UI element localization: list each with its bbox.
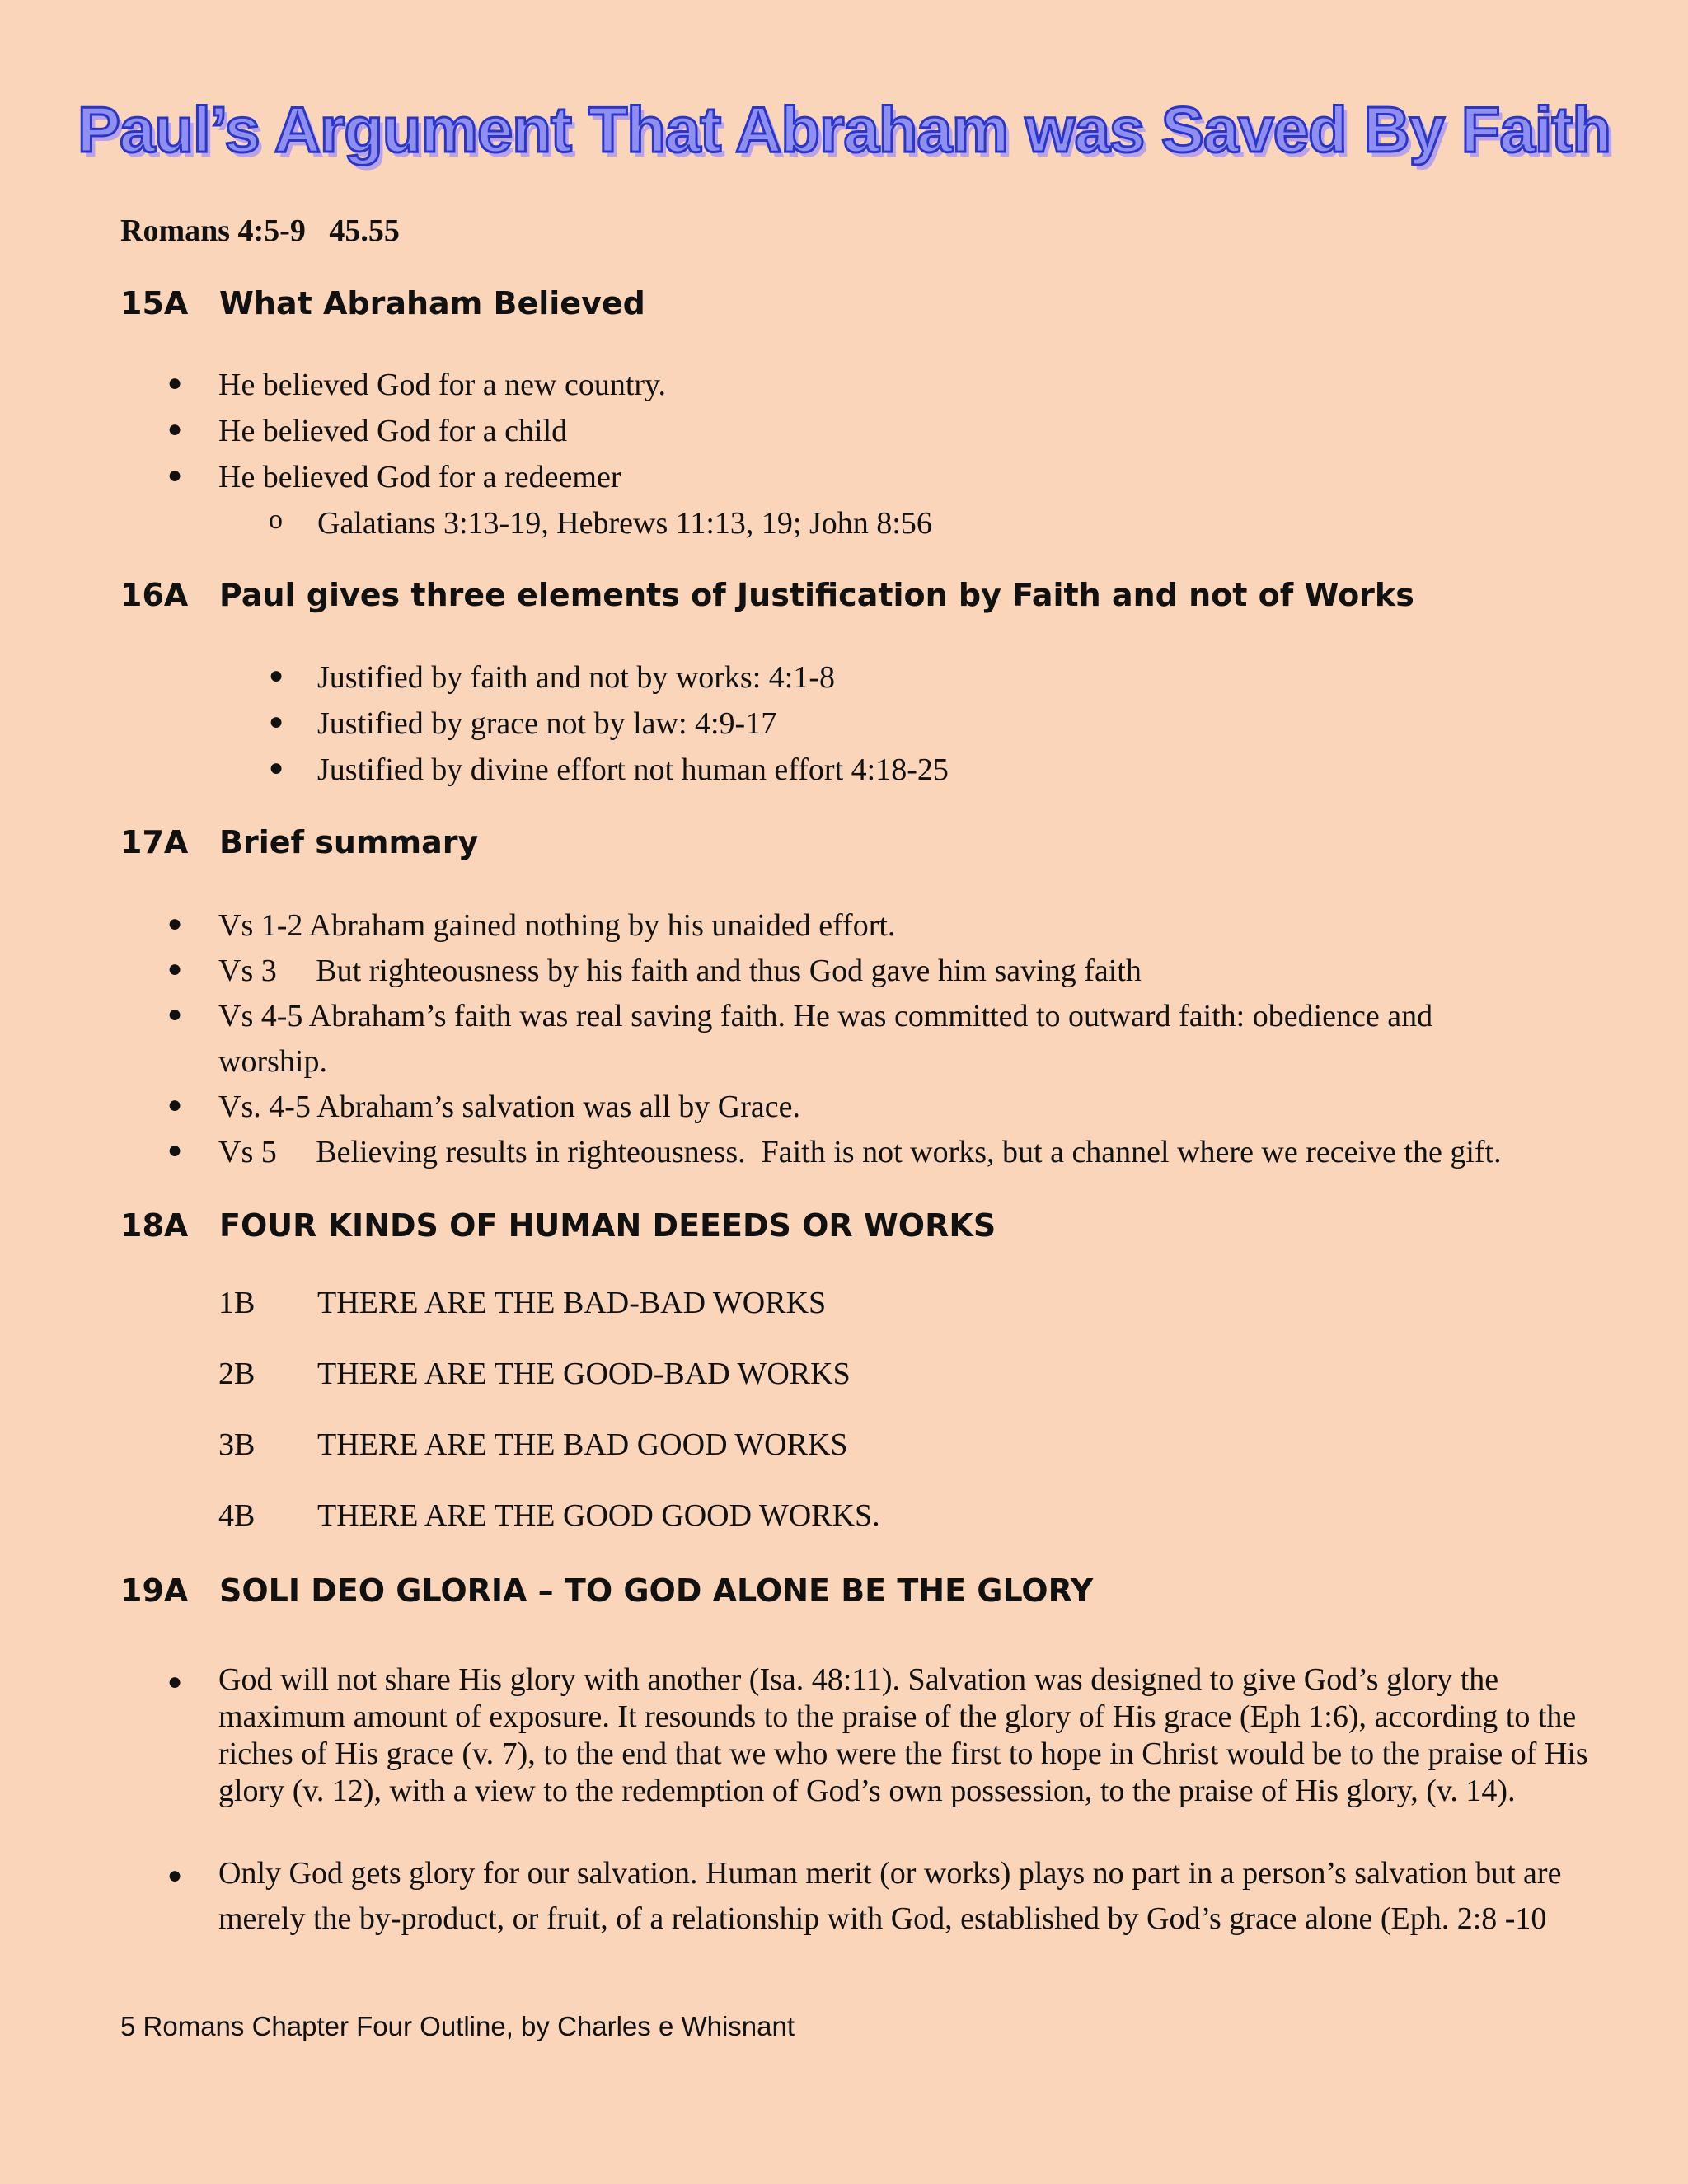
works-text: THERE ARE THE GOOD GOOD WORKS. (317, 1498, 880, 1533)
bullet-icon: ● (167, 1091, 183, 1118)
bullet-icon: ● (167, 1001, 183, 1028)
page-title: Paul’s Argument That Abraham was Saved By Faith (77, 93, 1611, 166)
bullet-icon: ● (269, 662, 284, 689)
sub-list-item: Galatians 3:13-19, Hebrews 11:13, 19; John 8:56 (317, 506, 932, 541)
list-item: He believed God for a new country. (218, 368, 667, 402)
bullet-icon: ● (167, 1137, 183, 1164)
bullet-icon: ● (167, 1668, 183, 1695)
section-heading-19a (120, 1572, 1093, 1609)
section-heading-15a (120, 285, 645, 321)
paragraph: God will not share His glory with another (Isa. 48:11). Salvation was designed to give God’s glory the maximum amount of exposure. It resounds to the praise of the glory of His grace (Eph 1:6), according to the riches of His grace (v. 7), to the end that we who were the first to hope in Christ would be to the praise of His glory (v. 12), with a view to the redemption of God’s own possession, to the praise of His glory, (v. 14). (218, 1662, 1588, 1808)
section-title: Paul gives three elements of Justification by Faith and not of Works (219, 577, 1414, 613)
list-item: Justified by faith and not by works: 4:1-8 (317, 660, 835, 695)
works-text: THERE ARE THE BAD GOOD WORKS (317, 1427, 848, 1462)
list-item: Vs 3 But righteousness by his faith and thus God gave him saving faith (218, 954, 1142, 988)
list-item: Justified by grace not by law: 4:9-17 (317, 706, 777, 741)
list-item-continuation: worship. (218, 1044, 327, 1079)
section-heading-17a (120, 824, 478, 860)
section-number: 16A (120, 577, 189, 613)
bullet-icon: ● (167, 462, 183, 489)
section-heading-18a (120, 1207, 996, 1244)
section-title: What Abraham Believed (219, 285, 645, 321)
section-number: 19A (120, 1572, 189, 1609)
section-title: SOLI DEO GLORIA – TO GOD ALONE BE THE GLORY (219, 1572, 1094, 1609)
list-item: Vs. 4-5 Abraham’s salvation was all by Grace. (218, 1090, 800, 1124)
works-code: 3B (218, 1427, 256, 1462)
bullet-icon: ● (269, 754, 284, 781)
paragraph: Only God gets glory for our salvation. Human merit (or works) plays no part in a person’s salvation but are merely the by-product, or fruit, of a relationship with God, established by God’s grace alone (Eph. 2:8 -10 (218, 1856, 1562, 1936)
section-heading-16a (120, 577, 1414, 613)
section-title: FOUR KINDS OF HUMAN DEEEDS OR WORKS (219, 1207, 996, 1244)
list-item: Vs 4-5 Abraham’s faith was real saving faith. He was committed to outward faith: obedience and (218, 999, 1433, 1033)
section-number: 18A (120, 1207, 189, 1244)
works-text: THERE ARE THE GOOD-BAD WORKS (317, 1357, 851, 1391)
bullet-icon: ● (167, 910, 183, 937)
bullet-icon: ● (167, 1862, 183, 1889)
works-text: THERE ARE THE BAD-BAD WORKS (317, 1286, 827, 1320)
list-item: Vs 5 Believing results in righteousness. Faith is not works, but a channel where we receive the gift. (218, 1135, 1502, 1169)
list-item: He believed God for a child (218, 414, 568, 448)
bullet-icon: ● (167, 415, 183, 443)
list-item: Vs 1-2 Abraham gained nothing by his unaided effort. (218, 908, 896, 943)
list-item: He believed God for a redeemer (218, 460, 621, 494)
bullet-icon: ● (269, 708, 284, 735)
scripture-reference: Romans 4:5-9 45.55 (120, 213, 400, 248)
section-number: 17A (120, 824, 189, 860)
list-item: Justified by divine effort not human effort 4:18-25 (317, 752, 949, 787)
works-code: 1B (218, 1286, 256, 1320)
section-title: Brief summary (219, 824, 479, 860)
bullet-icon: ● (167, 955, 183, 982)
page-footer: 5 Romans Chapter Four Outline, by Charles e Whisnant (120, 2011, 795, 2041)
bullet-icon: ● (167, 369, 183, 396)
section-number: 15A (120, 285, 189, 321)
works-code: 4B (218, 1498, 256, 1533)
works-code: 2B (218, 1357, 256, 1391)
sub-bullet-icon: o (269, 504, 283, 535)
